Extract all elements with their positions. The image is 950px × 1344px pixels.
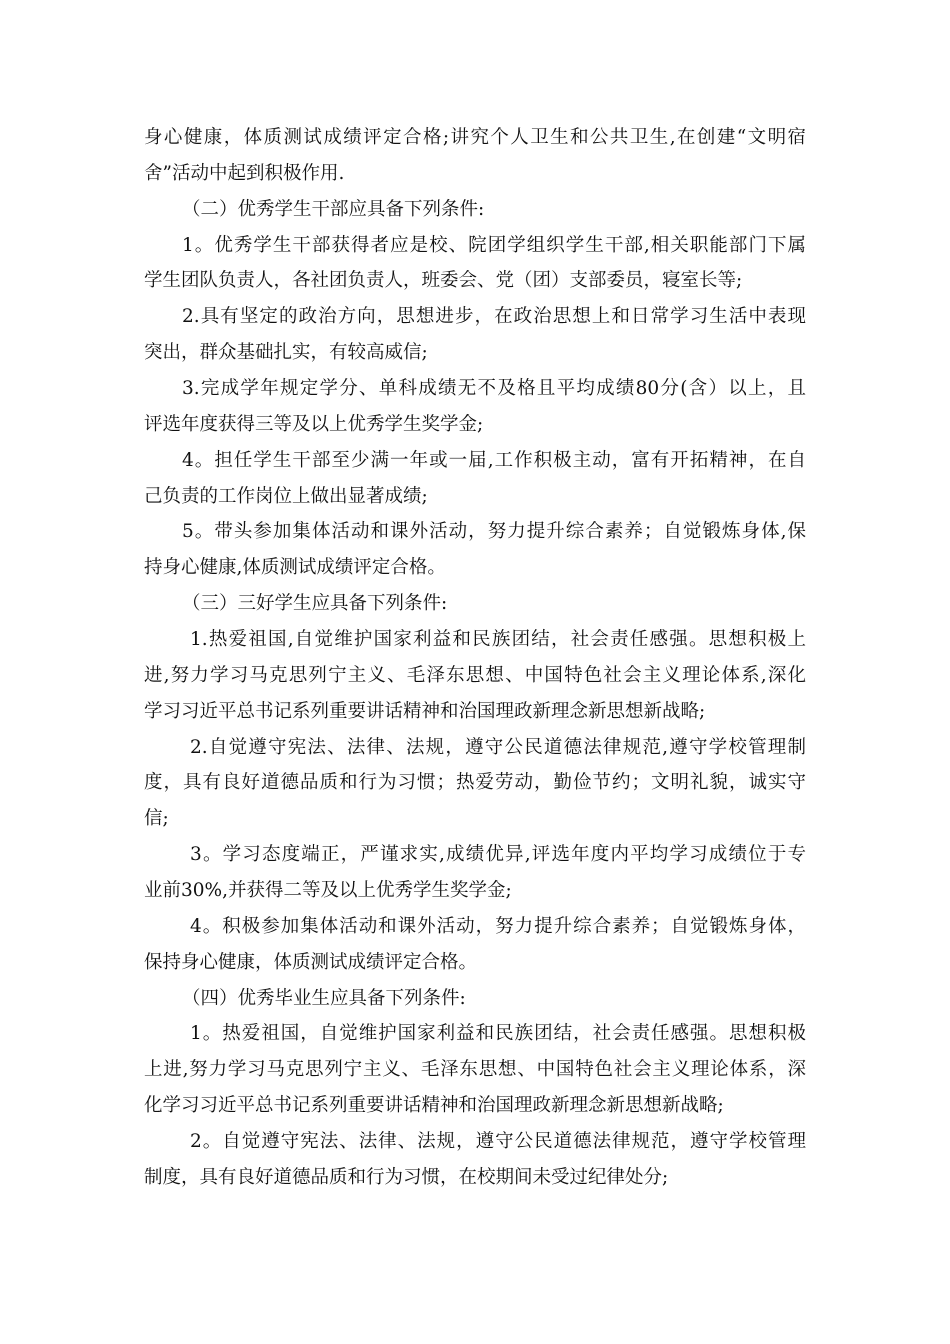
text-line: 4。积极参加集体活动和课外活动，努力提升综合素养；自觉锻炼身体， xyxy=(190,915,806,937)
paragraph-item xyxy=(144,299,806,371)
text-line: 1。优秀学生干部获得者应是校、院团学组织学生干部,相关职能部门下属 xyxy=(182,234,806,256)
text-line: 5。带头参加集体活动和课外活动，努力提升综合素养；自觉锻炼身体,保 xyxy=(182,521,806,543)
heading-text: （三）三好学生应具备下列条件: xyxy=(182,593,448,615)
text-line: 2.具有坚定的政治方向，思想进步，在政治思想上和日常学习生活中表现 xyxy=(182,306,806,328)
section-heading-4 xyxy=(144,981,806,1017)
document-body xyxy=(144,120,806,1196)
paragraph-item xyxy=(144,837,806,909)
paragraph-item xyxy=(144,1016,806,1124)
text-line: 1。热爱祖国，自觉维护国家利益和民族团结，社会责任感强。思想积极 xyxy=(190,1023,806,1045)
paragraph-item xyxy=(144,622,806,730)
section-heading-2 xyxy=(144,192,806,228)
text-line: 上进,努力学习马克思列宁主义、毛泽东思想、中国特色社会主义理论体系，深 xyxy=(144,1059,806,1081)
text-line: 舍”活动中起到积极作用. xyxy=(144,162,345,184)
text-line: 突出，群众基础扎实，有较高威信; xyxy=(144,342,428,364)
text-line: 化学习习近平总书记系列重要讲话精神和治国理政新理念新思想新战略; xyxy=(144,1095,724,1117)
text-line: 2.自觉遵守宪法、法律、法规，遵守公民道德法律规范,遵守学校管理制 xyxy=(190,736,806,758)
text-line: 制度，具有良好道德品质和行为习惯，在校期间未受过纪律处分; xyxy=(144,1166,669,1188)
heading-text: （四）优秀毕业生应具备下列条件: xyxy=(182,987,466,1009)
text-line: 4。担任学生干部至少满一年或一届,工作积极主动，富有开拓精神，在自 xyxy=(182,449,806,471)
paragraph-item xyxy=(144,443,806,515)
text-line: 进,努力学习马克思列宁主义、毛泽东思想、中国特色社会主义理论体系,深化 xyxy=(144,664,806,686)
text-line: 3.完成学年规定学分、单科成绩无不及格且平均成绩80分(含）以上，且 xyxy=(182,378,806,400)
text-line: 信; xyxy=(144,808,169,830)
text-line: 评选年度获得三等及以上优秀学生奖学金; xyxy=(144,413,484,435)
paragraph-item xyxy=(144,371,806,443)
section-heading-3 xyxy=(144,586,806,622)
text-line: 持身心健康,体质测试成绩评定合格。 xyxy=(144,557,446,579)
heading-text: （二）优秀学生干部应具备下列条件: xyxy=(182,198,485,220)
paragraph-item xyxy=(144,730,806,838)
text-line: 业前30%,并获得二等及以上优秀学生奖学金; xyxy=(144,880,512,902)
text-line: 身心健康，体质测试成绩评定合格;讲究个人卫生和公共卫生,在创建“文明宿 xyxy=(144,127,806,148)
paragraph-continuation xyxy=(144,120,806,192)
paragraph-item xyxy=(144,1124,806,1196)
paragraph-item xyxy=(144,909,806,981)
paragraph-item xyxy=(144,514,806,586)
text-line: 学习习近平总书记系列重要讲话精神和治国理政新理念新思想新战略; xyxy=(144,700,706,722)
text-line: 1.热爱祖国,自觉维护国家利益和民族团结，社会责任感强。思想积极上 xyxy=(190,629,806,651)
text-line: 2。自觉遵守宪法、法律、法规，遵守公民道德法律规范，遵守学校管理 xyxy=(190,1131,806,1153)
text-line: 保持身心健康，体质测试成绩评定合格。 xyxy=(144,951,478,973)
text-line: 己负责的工作岗位上做出显著成绩; xyxy=(144,485,428,507)
text-line: 度，具有良好道德品质和行为习惯；热爱劳动，勤俭节约；文明礼貌，诚实守 xyxy=(144,772,806,794)
paragraph-item xyxy=(144,228,806,300)
text-line: 学生团队负责人，各社团负责人，班委会、党（团）支部委员，寝室长等; xyxy=(144,270,743,292)
text-line: 3。学习态度端正，严谨求实,成绩优异,评选年度内平均学习成绩位于专 xyxy=(190,844,806,866)
